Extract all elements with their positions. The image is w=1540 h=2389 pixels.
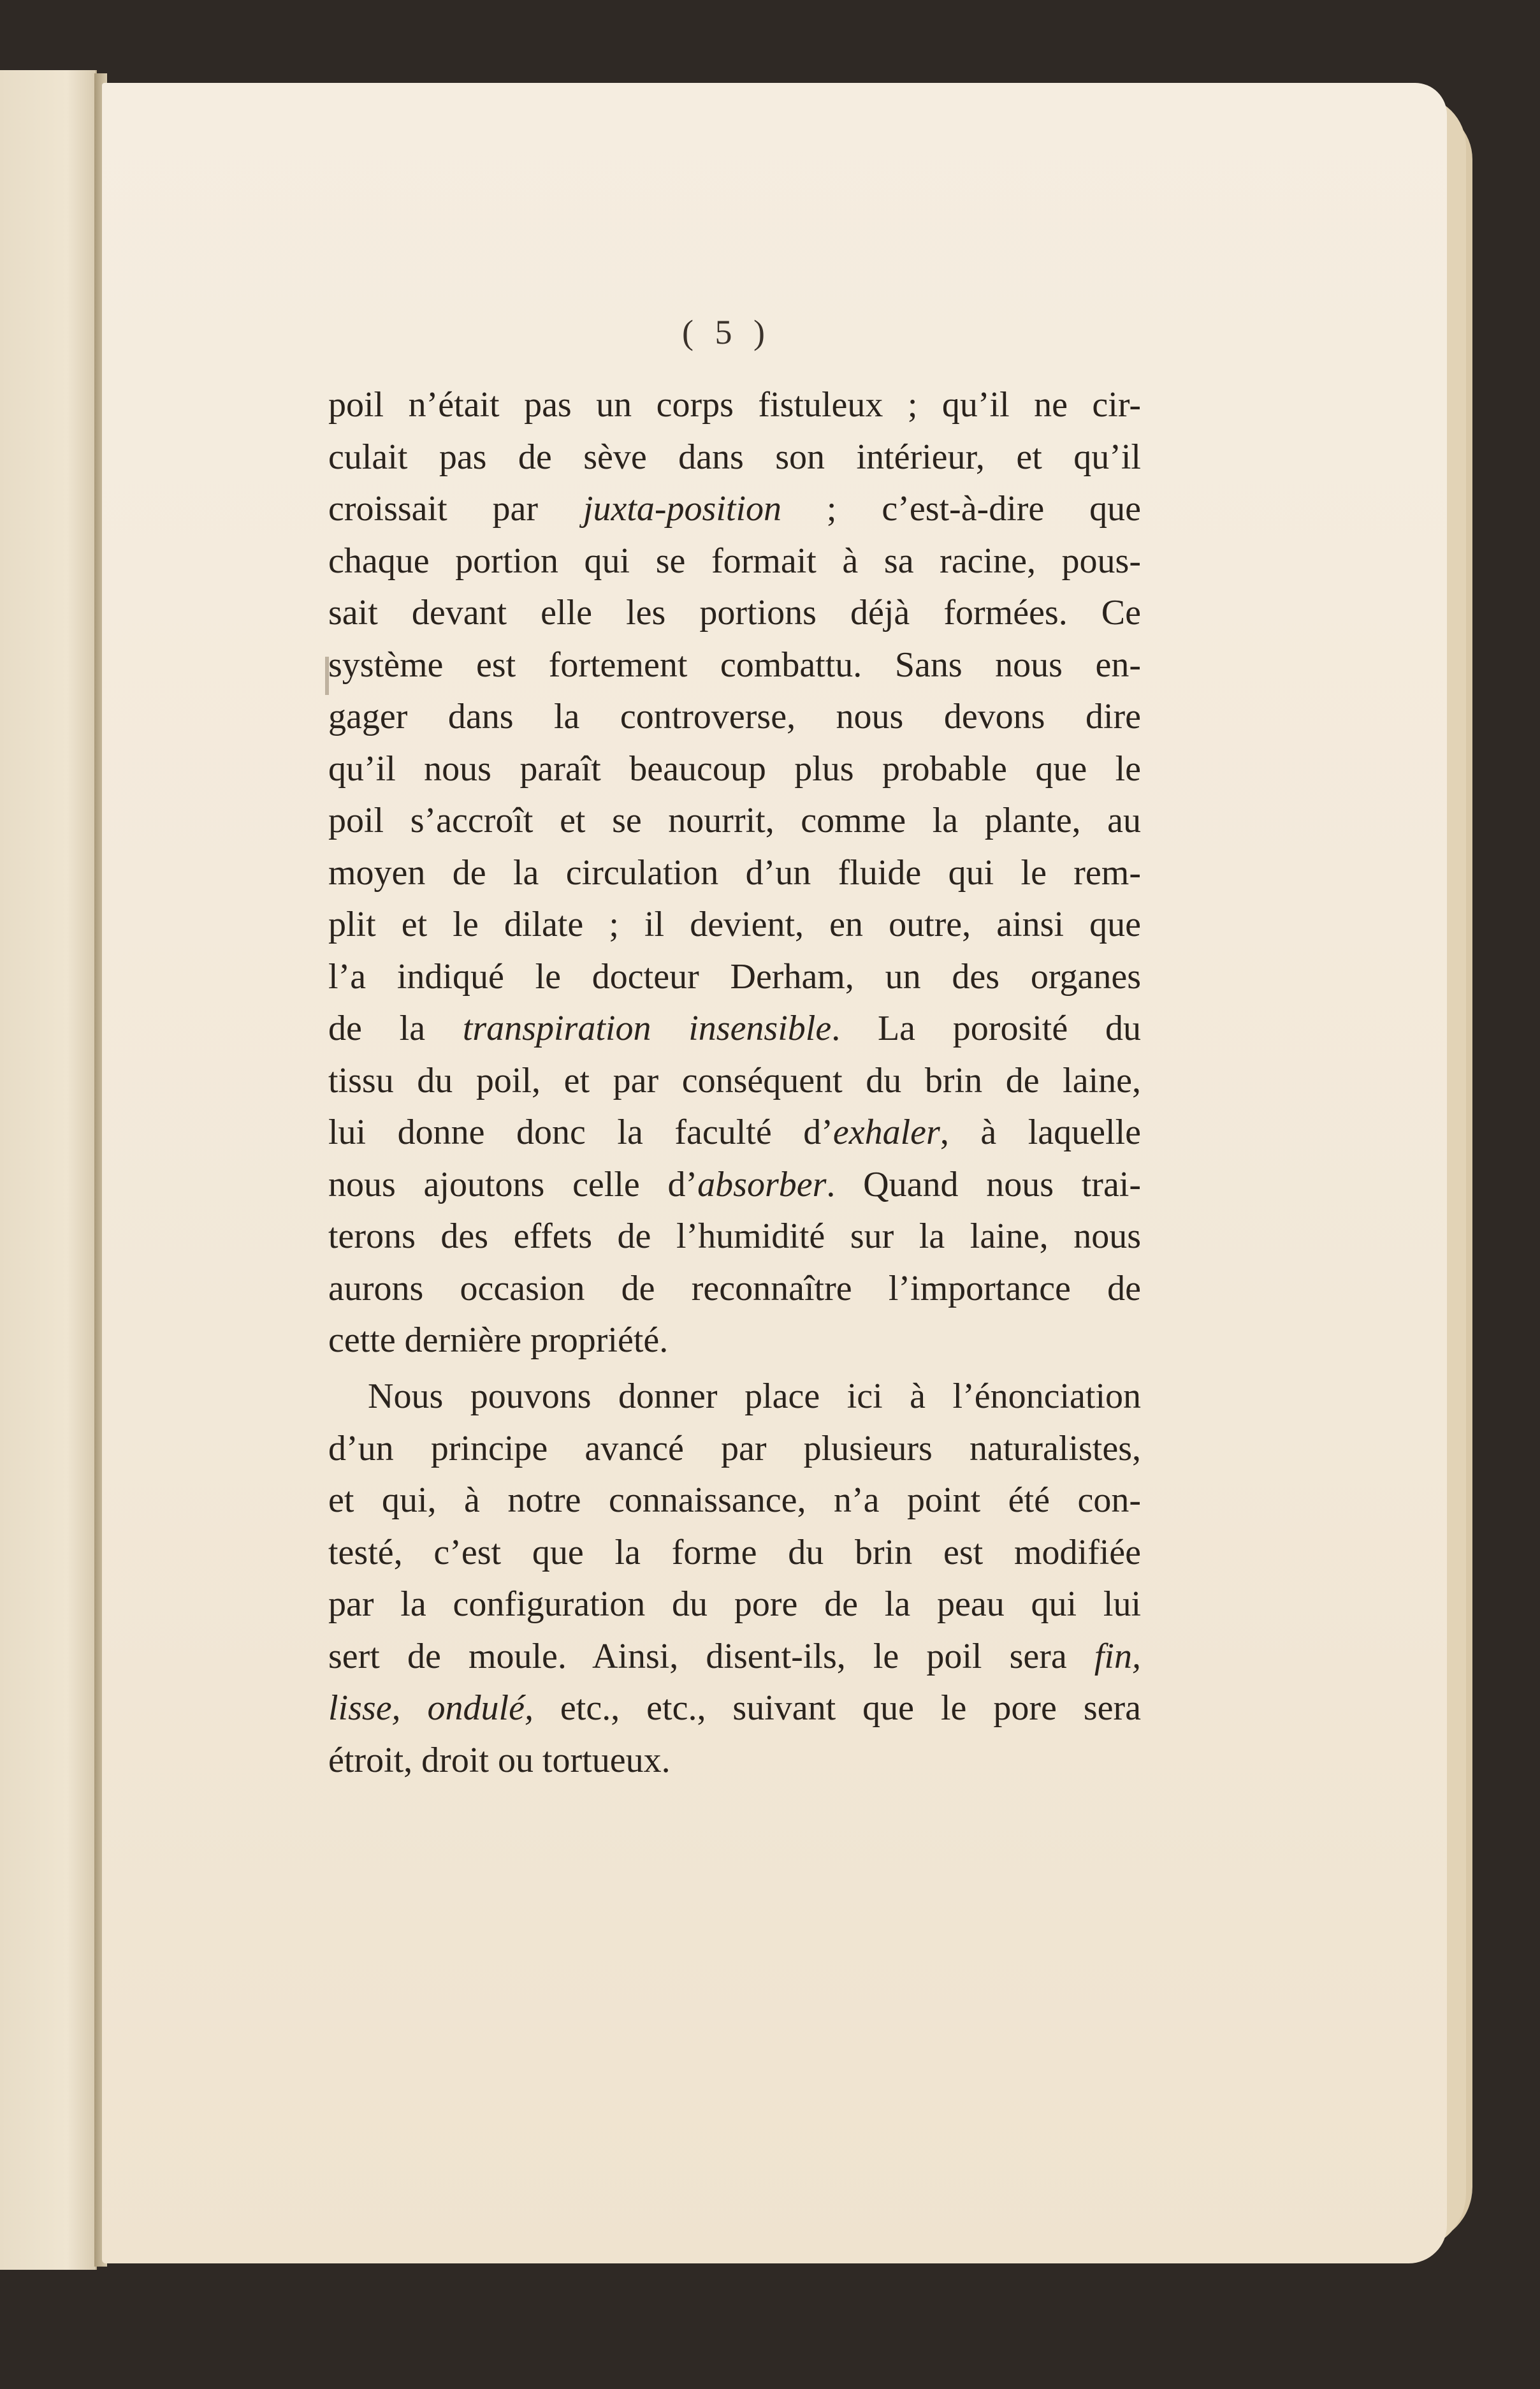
text-line xyxy=(328,379,1141,432)
text-run: l’a indiqué le docteur Derham, un des organes xyxy=(328,956,1141,997)
text-run: sait devant elle les portions déjà formées. Ce xyxy=(328,593,1141,632)
text-run: etc., etc., suivant que le pore sera xyxy=(533,1688,1141,1728)
text-run: moyen de la circulation d’un fluide qui le rem- xyxy=(328,852,1141,893)
text-run: nous ajoutons celle d’ xyxy=(328,1164,698,1204)
text-run: . Quand nous trai- xyxy=(826,1164,1142,1204)
text-line xyxy=(328,1263,1141,1315)
text-line xyxy=(328,432,1141,484)
text-run: sert de moule. Ainsi, disent-ils, le poil sera xyxy=(328,1636,1094,1676)
text-line xyxy=(328,536,1141,588)
text-run: ; c’est-à-dire que xyxy=(781,489,1142,529)
text-run: et qui, à notre connaissance, n’a point été con- xyxy=(328,1480,1141,1520)
text-run: d’un principe avancé par plusieurs naturalistes, xyxy=(328,1428,1141,1468)
text-run: de la xyxy=(328,1009,463,1048)
text-line xyxy=(328,1055,1141,1107)
text-line xyxy=(328,1631,1141,1683)
text-run: poil n’était pas un corps fistuleux ; qu’il ne cir- xyxy=(328,385,1141,425)
text-line xyxy=(328,1683,1141,1735)
text-run: terons des effets de l’humidité sur la laine, nous xyxy=(328,1216,1141,1256)
text-line xyxy=(328,1475,1141,1527)
text-run: système est fortement combattu. Sans nous en- xyxy=(328,645,1141,685)
text-run: gager dans la controverse, nous devons dire xyxy=(328,697,1141,736)
text-run: croissait par xyxy=(328,489,583,529)
text-run: par la configuration du pore de la peau qui lui xyxy=(328,1584,1141,1624)
text-line xyxy=(328,1527,1141,1579)
italic-text: juxta-position xyxy=(583,489,781,529)
text-run: , à laquelle xyxy=(940,1113,1141,1152)
text-line xyxy=(328,1315,1141,1367)
page-number: ( 5 ) xyxy=(682,313,771,351)
text-line xyxy=(328,1579,1141,1631)
text-line xyxy=(328,483,1141,536)
text-line xyxy=(328,847,1141,900)
text-line xyxy=(328,1735,1141,1787)
text-run: testé, c’est que la forme du brin est modifiée xyxy=(328,1532,1141,1572)
text-line xyxy=(328,587,1141,639)
italic-text: fin, xyxy=(1094,1636,1141,1676)
text-line xyxy=(328,1211,1141,1263)
text-line xyxy=(328,1423,1141,1475)
text-run: étroit, droit ou tortueux. xyxy=(328,1740,671,1780)
text-run: aurons occasion de reconnaître l’importance de xyxy=(328,1268,1141,1308)
text-line xyxy=(328,951,1141,1004)
text-line xyxy=(328,639,1141,692)
text-run: poil s’accroît et se nourrit, comme la plante, au xyxy=(328,801,1141,840)
text-run: chaque portion qui se formait à sa racine, pous- xyxy=(328,541,1141,581)
text-line xyxy=(328,1003,1141,1055)
text-run: culait pas de sève dans son intérieur, et qu’il xyxy=(328,437,1141,477)
text-run: plit et le dilate ; il devient, en outre, ainsi que xyxy=(328,905,1141,944)
text-line xyxy=(328,899,1141,951)
text-line xyxy=(328,795,1141,847)
text-line xyxy=(328,743,1141,796)
text-run: . La porosité du xyxy=(831,1009,1141,1048)
text-run: cette dernière propriété. xyxy=(328,1320,669,1360)
text-line xyxy=(328,1371,1141,1423)
italic-text: exhaler xyxy=(832,1113,940,1152)
italic-text: lisse, ondulé, xyxy=(328,1688,534,1728)
text-line xyxy=(328,1159,1141,1211)
italic-text: transpiration insensible xyxy=(462,1009,832,1048)
text-run: qu’il nous paraît beaucoup plus probable que le xyxy=(328,749,1141,789)
text-run: tissu du poil, et par conséquent du brin de laine, xyxy=(328,1060,1141,1100)
italic-text: absorber xyxy=(697,1164,827,1204)
paragraph-2 xyxy=(328,1371,1141,1786)
previous-page-edge xyxy=(0,70,97,2270)
paragraph-1 xyxy=(328,379,1141,1367)
text-run: lui donne donc la faculté d’ xyxy=(328,1113,833,1152)
text-run: Nous pouvons donner place ici à l’énonciation xyxy=(368,1377,1141,1416)
text-line xyxy=(328,691,1141,743)
text-line xyxy=(328,1107,1141,1159)
